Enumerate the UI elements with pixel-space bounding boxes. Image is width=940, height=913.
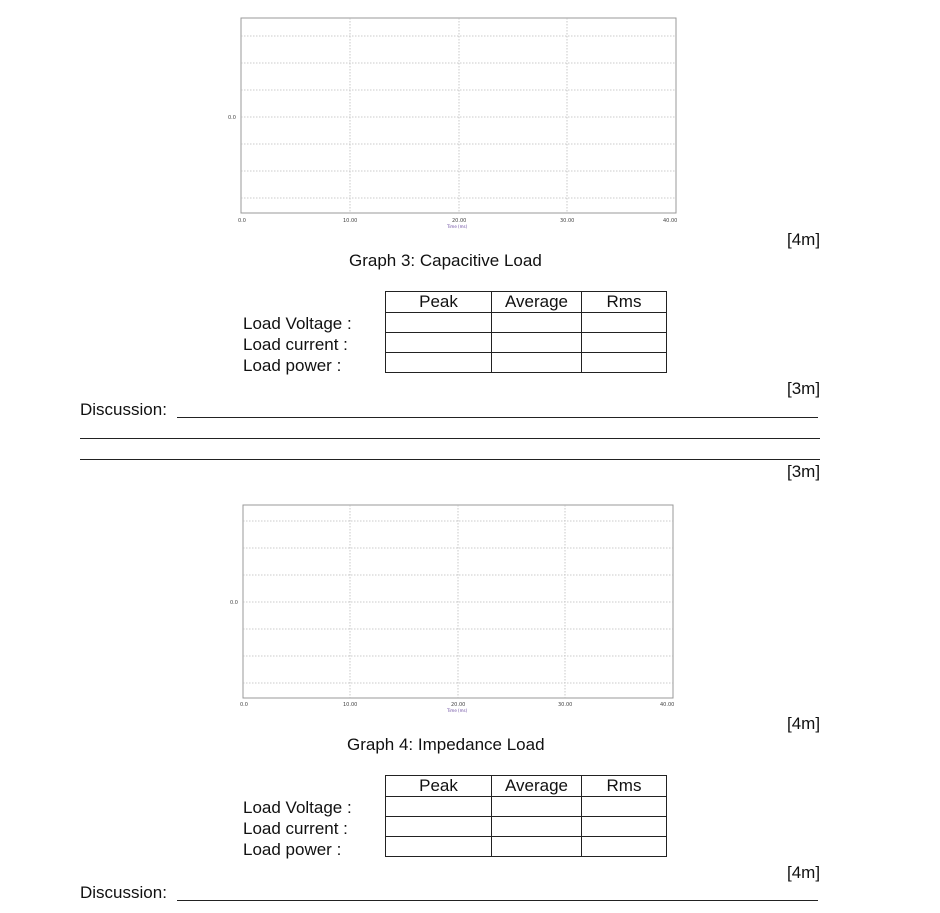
header-average: Average: [492, 292, 582, 313]
table-row: [386, 817, 667, 837]
graph-4-plot: [227, 503, 687, 715]
table-1-marks: [3m]: [787, 379, 821, 398]
x-tick-label: 0.0: [240, 702, 248, 708]
cell-power-peak[interactable]: [386, 353, 492, 373]
header-rms: Rms: [582, 776, 667, 797]
cell-voltage-peak[interactable]: [386, 313, 492, 333]
y-tick-label: 0.0: [228, 115, 236, 121]
cell-power-peak[interactable]: [386, 837, 492, 857]
row-label-voltage: Load Voltage :: [243, 314, 352, 333]
discussion-answer-line[interactable]: [177, 417, 818, 418]
table-row: [386, 313, 667, 333]
graph-4-marks: [4m]: [787, 714, 821, 733]
table-row: [386, 353, 667, 373]
cell-voltage-rms[interactable]: [582, 797, 667, 817]
table-header-row: [386, 776, 667, 797]
x-tick-label: 10.00: [343, 218, 358, 224]
discussion-answer-line[interactable]: [80, 459, 820, 460]
table-2-marks: [4m]: [787, 863, 821, 882]
row-label-power: Load power :: [243, 840, 342, 859]
y-tick-label: 0.0: [230, 600, 238, 606]
x-tick-label: 40.00: [663, 218, 678, 224]
cell-voltage-rms[interactable]: [582, 313, 667, 333]
header-average: Average: [492, 776, 582, 797]
header-peak: Peak: [386, 776, 492, 797]
cell-power-rms[interactable]: [582, 837, 667, 857]
row-label-current: Load current :: [243, 335, 348, 354]
discussion-label: Discussion:: [80, 883, 167, 902]
x-tick-label: 30.00: [558, 702, 573, 708]
cell-power-average[interactable]: [492, 353, 582, 373]
x-axis-title: Time (ms): [447, 708, 468, 713]
cell-voltage-peak[interactable]: [386, 797, 492, 817]
cell-current-average[interactable]: [492, 817, 582, 837]
header-rms: Rms: [582, 292, 667, 313]
cell-voltage-average[interactable]: [492, 313, 582, 333]
discussion-marks: [3m]: [787, 462, 821, 481]
row-label-voltage: Load Voltage :: [243, 798, 352, 817]
discussion-answer-line[interactable]: [177, 900, 818, 901]
graph-3-caption: Graph 3: Capacitive Load: [349, 251, 542, 270]
discussion-answer-line[interactable]: [80, 438, 820, 439]
graph-3-marks: [4m]: [787, 230, 821, 249]
cell-current-rms[interactable]: [582, 817, 667, 837]
row-label-power: Load power :: [243, 356, 342, 375]
cell-current-rms[interactable]: [582, 333, 667, 353]
table-1-row-labels: [243, 313, 352, 376]
header-peak: Peak: [386, 292, 492, 313]
cell-power-rms[interactable]: [582, 353, 667, 373]
table-row: [386, 797, 667, 817]
x-axis-title: Time (ms): [447, 224, 468, 229]
table-1-values: [385, 291, 667, 373]
cell-current-peak[interactable]: [386, 333, 492, 353]
discussion-label: Discussion:: [80, 400, 167, 419]
table-row: [386, 333, 667, 353]
graph-3-plot: [225, 16, 685, 230]
table-row: [386, 837, 667, 857]
cell-current-average[interactable]: [492, 333, 582, 353]
table-2-values: [385, 775, 667, 857]
x-tick-label: 10.00: [343, 702, 358, 708]
x-tick-label: 20.00: [452, 218, 467, 224]
graph-4-caption: Graph 4: Impedance Load: [347, 735, 545, 754]
cell-voltage-average[interactable]: [492, 797, 582, 817]
row-label-current: Load current :: [243, 819, 348, 838]
x-tick-label: 20.00: [451, 702, 466, 708]
cell-current-peak[interactable]: [386, 817, 492, 837]
table-2-row-labels: [243, 797, 352, 860]
table-header-row: [386, 292, 667, 313]
cell-power-average[interactable]: [492, 837, 582, 857]
x-tick-label: 40.00: [660, 702, 675, 708]
x-tick-label: 30.00: [560, 218, 575, 224]
x-tick-label: 0.0: [238, 218, 246, 224]
